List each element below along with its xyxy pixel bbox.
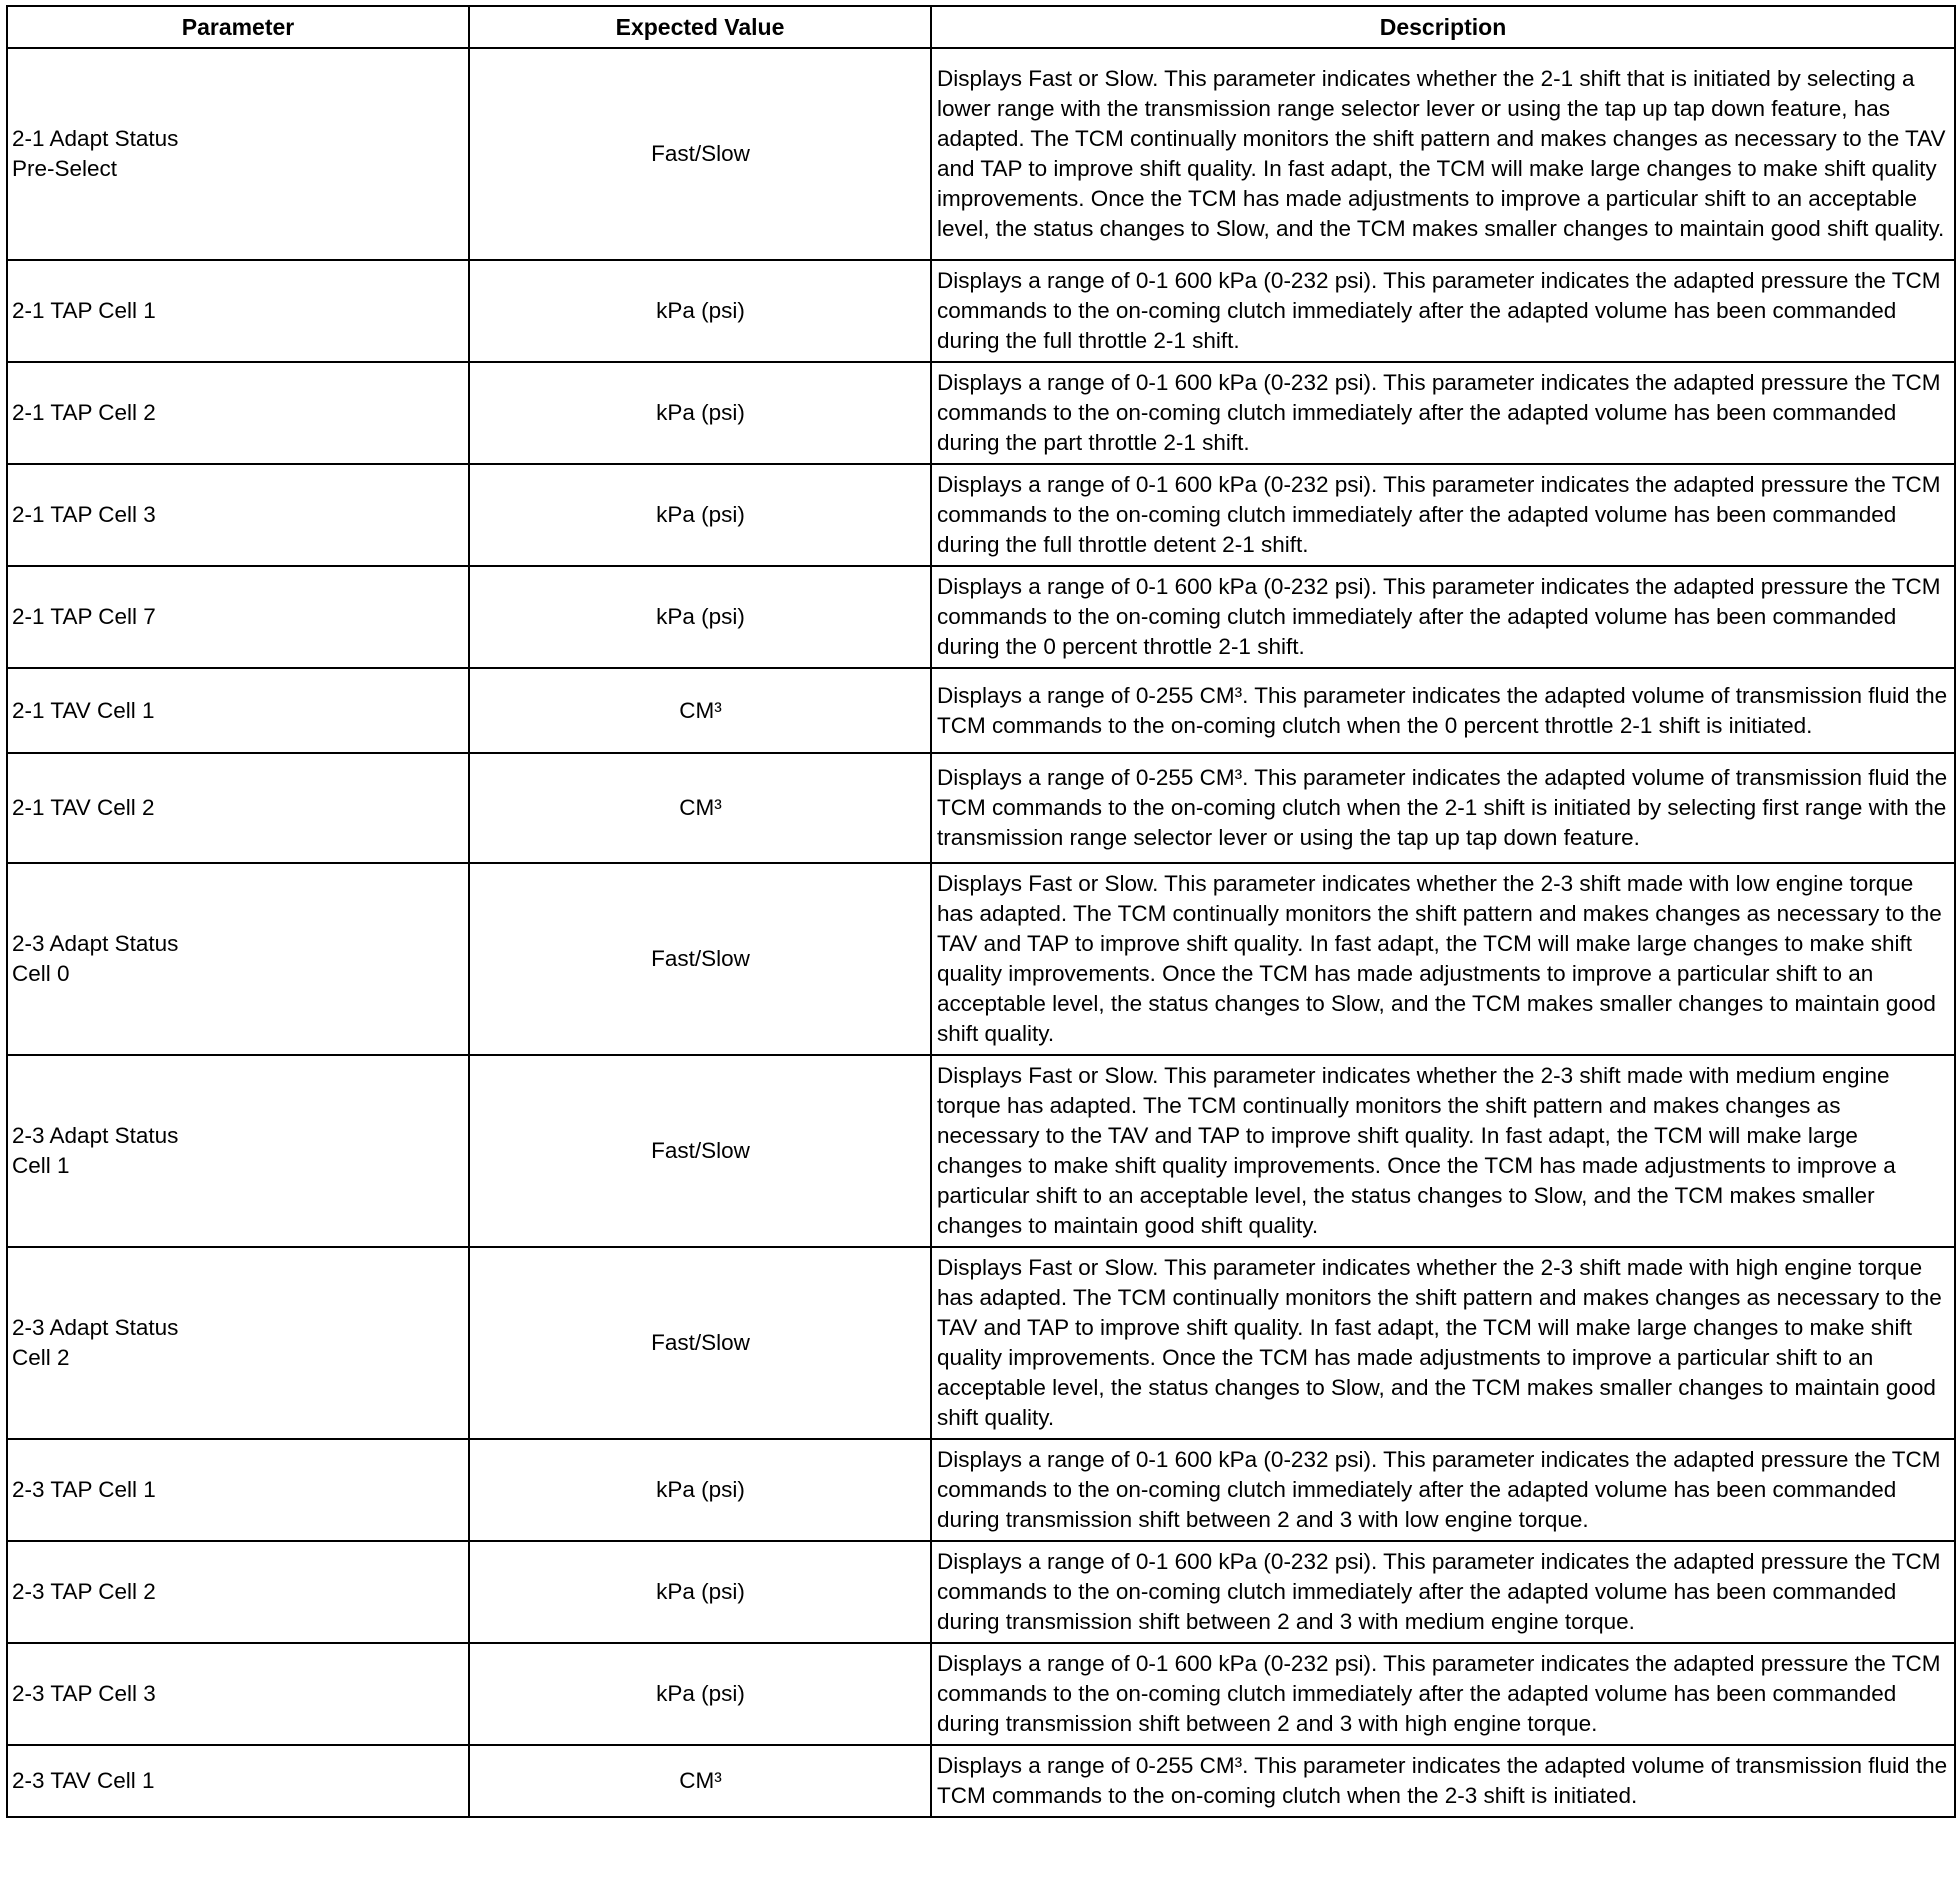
- table-row: [7, 362, 1955, 464]
- expected-value-cell: kPa (psi): [469, 1541, 931, 1643]
- description-cell: Displays a range of 0-255 CM³. This parameter indicates the adapted volume of transmission fluid the TCM commands to the on-coming clutch when the 0 percent throttle 2-1 shift is initiated.: [931, 668, 1955, 753]
- description-cell: Displays Fast or Slow. This parameter indicates whether the 2-3 shift made with medium engine torque has adapted. The TCM continually monitors the shift pattern and makes changes as necessary to the TAV and TAP to improve shift quality. In fast adapt, the TCM will make large changes to make shift quality improvements. Once the TCM has made adjustments to improve a particular shift to an acceptable level, the status changes to Slow, and the TCM makes smaller changes to maintain good shift quality.: [931, 1055, 1955, 1247]
- header-expected-value: Expected Value: [469, 6, 931, 48]
- parameter-cell: 2-3 TAV Cell 1: [7, 1745, 469, 1817]
- header-row: [7, 6, 1955, 48]
- description-cell: Displays a range of 0-255 CM³. This parameter indicates the adapted volume of transmission fluid the TCM commands to the on-coming clutch when the 2-3 shift is initiated.: [931, 1745, 1955, 1817]
- parameter-cell: 2-3 Adapt Status Cell 1: [7, 1055, 469, 1247]
- expected-value-cell: Fast/Slow: [469, 1247, 931, 1439]
- table-row: [7, 863, 1955, 1055]
- document-page: [6, 5, 1948, 1818]
- table-row: [7, 1247, 1955, 1439]
- description-cell: Displays Fast or Slow. This parameter indicates whether the 2-1 shift that is initiated by selecting a lower range with the transmission range selector lever or using the tap up tap down feature, has adapted. The TCM continually monitors the shift pattern and makes changes as necessary to the TAV and TAP to improve shift quality. In fast adapt, the TCM will make large changes to make shift quality improvements. Once the TCM has made adjustments to improve a particular shift to an acceptable level, the status changes to Slow, and the TCM makes smaller changes to maintain good shift quality.: [931, 48, 1955, 260]
- description-cell: Displays Fast or Slow. This parameter indicates whether the 2-3 shift made with low engine torque has adapted. The TCM continually monitors the shift pattern and makes changes as necessary to the TAV and TAP to improve shift quality. In fast adapt, the TCM will make large changes to make shift quality improvements. Once the TCM has made adjustments to improve a particular shift to an acceptable level, the status changes to Slow, and the TCM makes smaller changes to maintain good shift quality.: [931, 863, 1955, 1055]
- table-row: [7, 1055, 1955, 1247]
- table-body: [7, 48, 1955, 1817]
- table-row: [7, 566, 1955, 668]
- description-cell: Displays a range of 0-1 600 kPa (0-232 psi). This parameter indicates the adapted pressure the TCM commands to the on-coming clutch immediately after the adapted volume has been commanded during transmission shift between 2 and 3 with medium engine torque.: [931, 1541, 1955, 1643]
- expected-value-cell: kPa (psi): [469, 566, 931, 668]
- parameter-cell: 2-3 TAP Cell 3: [7, 1643, 469, 1745]
- parameter-cell: 2-1 TAP Cell 3: [7, 464, 469, 566]
- description-cell: Displays a range of 0-1 600 kPa (0-232 psi). This parameter indicates the adapted pressure the TCM commands to the on-coming clutch immediately after the adapted volume has been commanded during transmission shift between 2 and 3 with low engine torque.: [931, 1439, 1955, 1541]
- parameter-cell: 2-3 Adapt Status Cell 2: [7, 1247, 469, 1439]
- header-description: Description: [931, 6, 1955, 48]
- expected-value-cell: kPa (psi): [469, 1643, 931, 1745]
- expected-value-cell: Fast/Slow: [469, 1055, 931, 1247]
- expected-value-cell: kPa (psi): [469, 1439, 931, 1541]
- parameter-cell: 2-1 TAP Cell 1: [7, 260, 469, 362]
- table-row: [7, 668, 1955, 753]
- header-parameter: Parameter: [7, 6, 469, 48]
- parameter-cell: 2-3 TAP Cell 1: [7, 1439, 469, 1541]
- parameter-cell: 2-1 TAV Cell 2: [7, 753, 469, 863]
- parameter-cell: 2-1 TAP Cell 2: [7, 362, 469, 464]
- parameter-cell: 2-1 TAP Cell 7: [7, 566, 469, 668]
- table-row: [7, 1541, 1955, 1643]
- table-row: [7, 1643, 1955, 1745]
- expected-value-cell: kPa (psi): [469, 260, 931, 362]
- parameter-table: [6, 5, 1956, 1818]
- expected-value-cell: kPa (psi): [469, 362, 931, 464]
- parameter-cell: 2-1 Adapt Status Pre-Select: [7, 48, 469, 260]
- table-row: [7, 260, 1955, 362]
- description-cell: Displays a range of 0-1 600 kPa (0-232 psi). This parameter indicates the adapted pressure the TCM commands to the on-coming clutch immediately after the adapted volume has been commanded during the part throttle 2-1 shift.: [931, 362, 1955, 464]
- parameter-cell: 2-3 TAP Cell 2: [7, 1541, 469, 1643]
- description-cell: Displays a range of 0-1 600 kPa (0-232 psi). This parameter indicates the adapted pressure the TCM commands to the on-coming clutch immediately after the adapted volume has been commanded during the full throttle detent 2-1 shift.: [931, 464, 1955, 566]
- expected-value-cell: kPa (psi): [469, 464, 931, 566]
- table-row: [7, 1439, 1955, 1541]
- description-cell: Displays a range of 0-255 CM³. This parameter indicates the adapted volume of transmission fluid the TCM commands to the on-coming clutch when the 2-1 shift is initiated by selecting first range with the transmission range selector lever or using the tap up tap down feature.: [931, 753, 1955, 863]
- table-row: [7, 753, 1955, 863]
- description-cell: Displays a range of 0-1 600 kPa (0-232 psi). This parameter indicates the adapted pressure the TCM commands to the on-coming clutch immediately after the adapted volume has been commanded during transmission shift between 2 and 3 with high engine torque.: [931, 1643, 1955, 1745]
- parameter-cell: 2-3 Adapt Status Cell 0: [7, 863, 469, 1055]
- table-row: [7, 48, 1955, 260]
- description-cell: Displays a range of 0-1 600 kPa (0-232 psi). This parameter indicates the adapted pressure the TCM commands to the on-coming clutch immediately after the adapted volume has been commanded during the 0 percent throttle 2-1 shift.: [931, 566, 1955, 668]
- description-cell: Displays a range of 0-1 600 kPa (0-232 psi). This parameter indicates the adapted pressure the TCM commands to the on-coming clutch immediately after the adapted volume has been commanded during the full throttle 2-1 shift.: [931, 260, 1955, 362]
- parameter-cell: 2-1 TAV Cell 1: [7, 668, 469, 753]
- expected-value-cell: Fast/Slow: [469, 48, 931, 260]
- table-row: [7, 1745, 1955, 1817]
- expected-value-cell: CM³: [469, 668, 931, 753]
- description-cell: Displays Fast or Slow. This parameter indicates whether the 2-3 shift made with high engine torque has adapted. The TCM continually monitors the shift pattern and makes changes as necessary to the TAV and TAP to improve shift quality. In fast adapt, the TCM will make large changes to make shift quality improvements. Once the TCM has made adjustments to improve a particular shift to an acceptable level, the status changes to Slow, and the TCM makes smaller changes to maintain good shift quality.: [931, 1247, 1955, 1439]
- table-row: [7, 464, 1955, 566]
- expected-value-cell: CM³: [469, 753, 931, 863]
- expected-value-cell: Fast/Slow: [469, 863, 931, 1055]
- expected-value-cell: CM³: [469, 1745, 931, 1817]
